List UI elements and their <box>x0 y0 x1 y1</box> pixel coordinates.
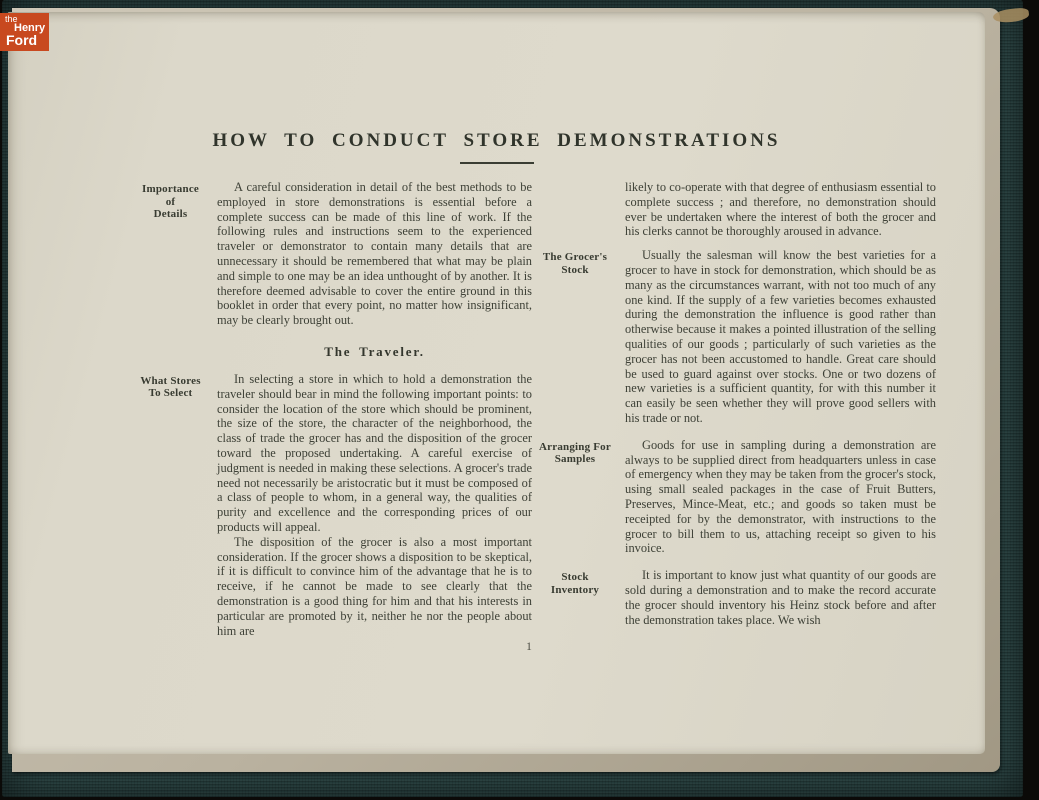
title-block <box>8 130 985 164</box>
section-grocers-stock <box>532 248 936 426</box>
section-grocer-disposition <box>132 535 532 639</box>
logo-text-henry: Henry <box>14 22 46 34</box>
paragraph-grocer-disposition: The disposition of the grocer is also a most important consideration. If the grocer shows a disposition to be skeptical, if it is difficult to convince him of the advantage that he is to receive, if he cannot be made to see clearly that the demonstration is a good thing for him and that his interests in particular are promoted by it, neither he nor the people about him are <box>217 534 532 638</box>
side-heading-line: Details <box>153 208 188 220</box>
book-page <box>8 12 985 754</box>
side-heading-importance-of-details <box>132 180 209 221</box>
section-arranging-for-samples <box>532 438 936 556</box>
paragraph-grocers-stock: Usually the salesman will know the best varieties for a grocer to have in stock for demonstration, which should be as many as the circumstances warrant, with not too much of any one kind. If the supply of a few varieties becomes exhausted during the demonstration the influence is good rather than otherwise because it makes a pointed illustration of the selling qualities of our goods ; particularly of such varieties as the grocer has not been accustomed to handle. Great care should be used to guard against over stocks. One or two dozens of new varieties is a sufficient quantity, for with this number it can easily be seen whether they will prove good sellers with his trade or not. <box>625 248 936 425</box>
subheading-the-traveler: The Traveler. <box>324 343 425 359</box>
side-heading-line: Stock <box>561 263 589 276</box>
section-continuation <box>532 180 936 239</box>
gutter-spacer <box>532 180 618 183</box>
side-heading-line: What Stores <box>140 374 201 387</box>
side-heading-line: of <box>165 195 176 208</box>
section-importance-of-details <box>132 180 532 328</box>
page-title: HOW TO CONDUCT STORE DEMONSTRATIONS <box>212 130 781 151</box>
side-heading-what-stores-to-select <box>132 372 209 400</box>
side-heading-line: Stock <box>561 571 589 584</box>
side-heading-line: Inventory <box>550 583 600 596</box>
side-heading-line: Samples <box>554 453 596 466</box>
side-heading-line: Arranging For <box>539 440 611 453</box>
paragraph-stock-inventory: It is important to know just what quantity of our goods are sold during a demonstration and to make the record accurate the grocer should inventory his Heinz stock before and after the demonstration takes place. We wish <box>625 568 936 627</box>
paragraph-arranging-for-samples: Goods for use in sampling during a demonstration are always to be supplied direct from headquarters unless in case of emergency when they may be taken from the grocer's stock, using small sealed packages in the case of Fruit Butters, Preserves, Mince-Meat, etc.; and goods so taken must be receipted for by the demonstrator, with instructions to the grocer to bill them to us, attaching receipt so given to his invoice. <box>625 437 936 556</box>
section-what-stores-to-select <box>132 372 532 535</box>
gutter-spacer <box>132 535 209 538</box>
logo-text-the: the <box>5 14 18 24</box>
section-traveler-heading <box>132 342 532 360</box>
column-right <box>532 180 936 627</box>
section-stock-inventory <box>532 568 936 627</box>
side-heading-arranging-for-samples <box>532 438 618 466</box>
column-left <box>132 180 532 638</box>
henry-ford-logo <box>0 13 49 51</box>
gutter-spacer <box>132 342 209 345</box>
title-rule <box>460 162 534 164</box>
logo-text-ford: Ford <box>6 32 38 48</box>
paragraph-what-stores-to-select: In selecting a store in which to hold a demonstration the traveler should bear in mind the following important points: to consider the location of the store which should be prominent, the size of the store, the character of the neighborhood, the class of trade the grocer has and the disposition of the grocer toward the proposed undertaking. A careful exercise of judgment is needed in making these selections. A grocer's trade need not necessarily be aristocratic but it must be composed of a class of people to whom, in a general way, the qualities of purity and excellence and the corresponding prices of our products will appeal. <box>217 371 532 534</box>
side-heading-line: To Select <box>148 387 193 400</box>
paragraph-importance-of-details: A careful consideration in detail of the best methods to be employed in store demonstrations is essential before a complete success can be made of this line of work. If the following rules and instructions seem to the experienced traveler or demonstrator to contain many details that are unnecessary it should be remembered that what may be plain and simple to one may be an idea unthought of by another. It is therefore deemed advisable to cover the entire ground in this booklet in order that every point, no matter how insignificant, may be clearly brought out. <box>217 180 532 328</box>
side-heading-line: The Grocer's <box>542 251 608 264</box>
side-heading-grocers-stock <box>532 248 618 276</box>
paragraph-continuation: likely to co-operate with that degree of enthusiasm essential to complete success ; and therefore, no demonstration should ever be undertaken where the interest of both the grocer and his clerks cannot be thoroughly aroused in advance. <box>625 180 936 239</box>
page-number: 1 <box>526 641 532 653</box>
side-heading-stock-inventory <box>532 568 618 596</box>
side-heading-line: Importance <box>142 183 199 195</box>
